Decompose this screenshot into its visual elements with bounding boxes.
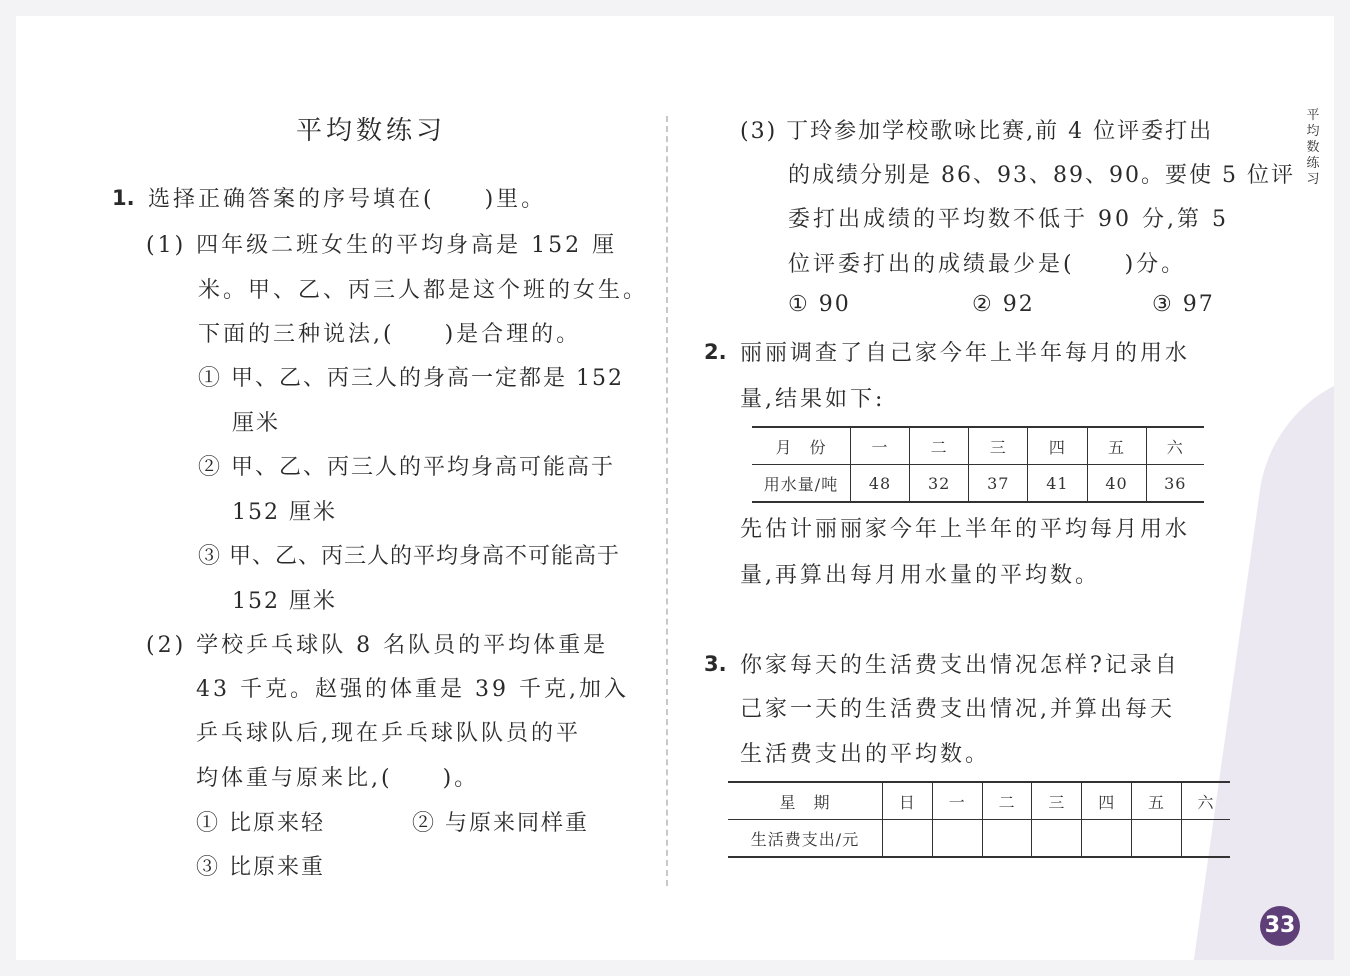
expense-blank-cell — [883, 820, 933, 858]
q1-p2-option-1: ① 比原来轻 — [196, 811, 325, 836]
day-cell: 六 — [1181, 782, 1230, 820]
table-row — [752, 427, 1204, 465]
q2-line: 丽丽调查了自己家今年上半年每月的用水 — [740, 341, 1191, 366]
side-section-label: 平均数练习 — [1306, 108, 1320, 187]
expense-table — [728, 781, 1230, 858]
q1-p1-option-2-cont: 152 厘米 — [232, 500, 337, 525]
usage-cell: 32 — [910, 465, 969, 503]
day-header-cell: 星 期 — [728, 782, 883, 820]
q1-number: 1. — [112, 186, 135, 210]
q1-p3-option-3: ③ 97 — [1152, 292, 1215, 317]
month-cell: 一 — [851, 427, 910, 465]
month-cell: 三 — [969, 427, 1028, 465]
q1-p3-line: 位评委打出的成绩最少是( )分。 — [788, 252, 1187, 277]
month-cell: 二 — [910, 427, 969, 465]
q1-p1-option-1-cont: 厘米 — [232, 411, 281, 436]
expense-blank-cell — [1082, 820, 1132, 858]
expense-blank-cell — [1181, 820, 1230, 858]
day-cell: 一 — [932, 782, 982, 820]
decorative-swoosh — [1190, 352, 1334, 960]
day-cell: 日 — [883, 782, 933, 820]
q1-p2-option-3: ③ 比原来重 — [196, 855, 325, 880]
page-title: 平均数练习 — [296, 116, 447, 146]
q1-p1-option-3-cont: 152 厘米 — [232, 589, 337, 614]
q3-line: 你家每天的生活费支出情况怎样?记录自 — [740, 653, 1180, 678]
table-row — [728, 782, 1230, 820]
expense-blank-cell — [1132, 820, 1182, 858]
day-cell: 三 — [1032, 782, 1082, 820]
usage-cell: 41 — [1028, 465, 1087, 503]
q1-p1-option-3: ③ 甲、乙、丙三人的平均身高不可能高于 — [198, 544, 620, 569]
q1-p1-line: (1) 四年级二班女生的平均身高是 152 厘 — [146, 233, 618, 258]
usage-cell: 37 — [969, 465, 1028, 503]
table-row — [728, 820, 1230, 858]
q1-p2-line: 均体重与原来比,( )。 — [196, 766, 480, 791]
expense-blank-cell — [982, 820, 1032, 858]
worksheet-page — [16, 16, 1334, 960]
q1-p3-line: 委打出成绩的平均数不低于 90 分,第 5 — [788, 207, 1229, 232]
q1-p1-option-2: ② 甲、乙、丙三人的平均身高可能高于 — [198, 455, 615, 480]
month-cell: 五 — [1087, 427, 1146, 465]
q2-number: 2. — [704, 340, 727, 364]
q3-line: 己家一天的生活费支出情况,并算出每天 — [740, 697, 1175, 722]
q3-number: 3. — [704, 652, 727, 676]
q2-after-line: 量,再算出每月用水量的平均数。 — [740, 563, 1100, 588]
month-header-cell: 月 份 — [752, 427, 851, 465]
q2-after-line: 先估计丽丽家今年上半年的平均每月用水 — [740, 517, 1191, 542]
month-cell: 六 — [1146, 427, 1204, 465]
water-usage-table — [752, 426, 1204, 503]
q1-p3-line: (3) 丁玲参加学校歌咏比赛,前 4 位评委打出 — [740, 119, 1214, 144]
q1-p1-option-1: ① 甲、乙、丙三人的身高一定都是 152 — [198, 366, 624, 391]
q1-p1-line: 米。甲、乙、丙三人都是这个班的女生。 — [198, 278, 649, 303]
q1-p2-line: 43 千克。赵强的体重是 39 千克,加入 — [196, 677, 629, 702]
q2-line: 量,结果如下: — [740, 387, 886, 412]
month-cell: 四 — [1028, 427, 1087, 465]
q1-p2-line: 乒乓球队后,现在乒乓球队队员的平 — [196, 721, 581, 746]
usage-header-cell: 用水量/吨 — [752, 465, 851, 503]
page-number-badge: 33 — [1260, 906, 1300, 946]
usage-cell: 40 — [1087, 465, 1146, 503]
usage-cell: 36 — [1146, 465, 1204, 503]
expense-header-cell: 生活费支出/元 — [728, 820, 883, 858]
q1-stem: 选择正确答案的序号填在( )里。 — [148, 187, 547, 212]
day-cell: 二 — [982, 782, 1032, 820]
usage-cell: 48 — [851, 465, 910, 503]
q1-p2-line: (2) 学校乒乓球队 8 名队员的平均体重是 — [146, 633, 609, 658]
q1-p3-line: 的成绩分别是 86、93、89、90。要使 5 位评 — [788, 163, 1295, 188]
page-divider — [666, 116, 668, 886]
expense-blank-cell — [1032, 820, 1082, 858]
q1-p2-option-2: ② 与原来同样重 — [412, 811, 589, 836]
day-cell: 五 — [1132, 782, 1182, 820]
q1-p1-line: 下面的三种说法,( )是合理的。 — [198, 322, 582, 347]
q1-p3-option-2: ② 92 — [972, 292, 1035, 317]
q1-p3-option-1: ① 90 — [788, 292, 851, 317]
day-cell: 四 — [1082, 782, 1132, 820]
expense-blank-cell — [932, 820, 982, 858]
q3-line: 生活费支出的平均数。 — [740, 742, 991, 767]
table-row — [752, 465, 1204, 503]
